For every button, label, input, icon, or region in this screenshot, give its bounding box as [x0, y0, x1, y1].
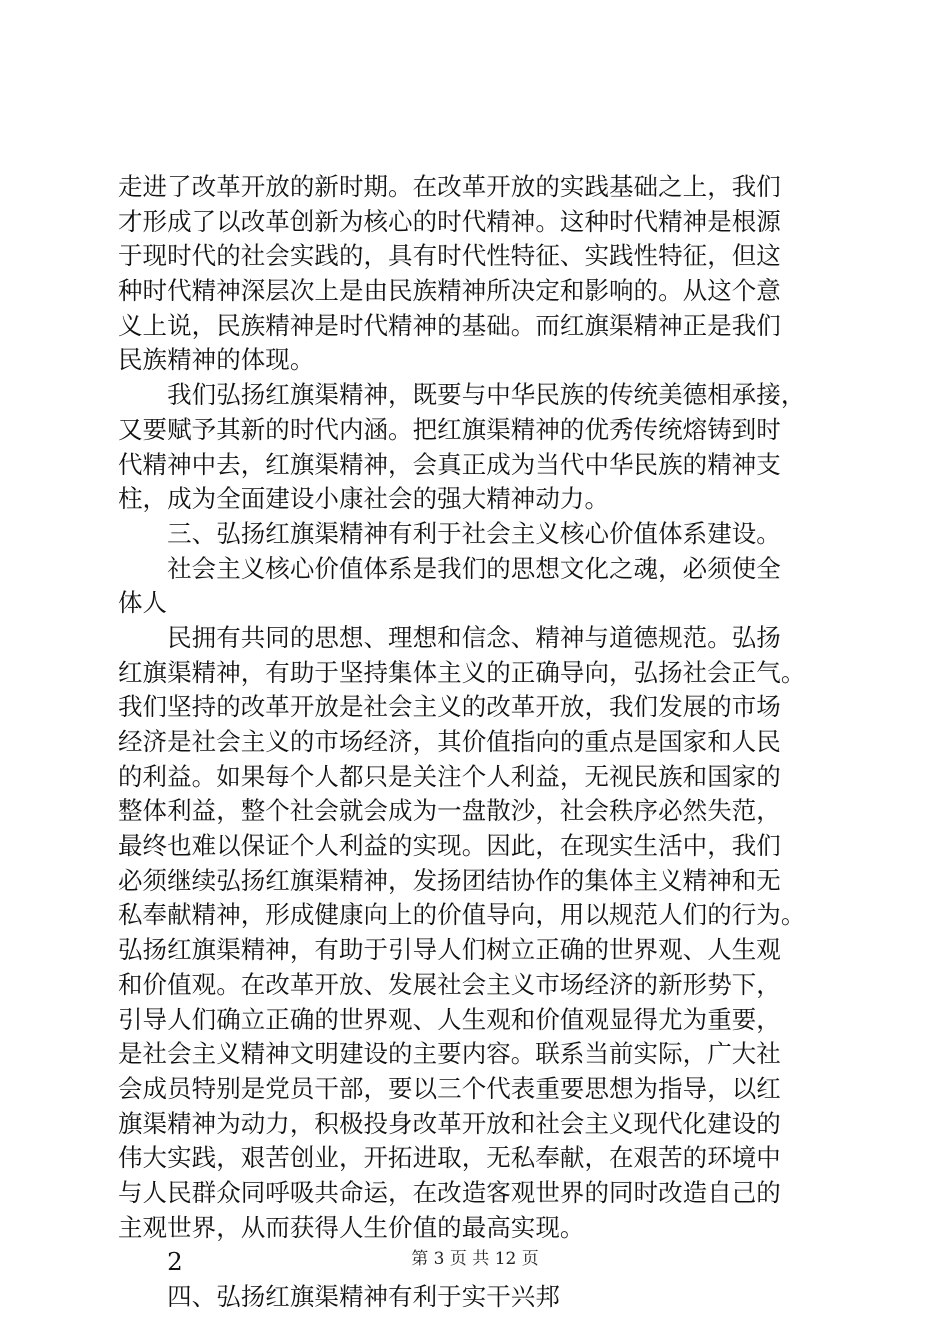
section-heading: 三、弘扬红旗渠精神有利于社会主义核心价值体系建设。	[118, 518, 781, 548]
text-line: 走进了改革开放的新时期。在改革开放的实践基础之上，我们	[118, 172, 781, 201]
text-line: 柱，成为全面建设小康社会的强大精神动力。	[118, 484, 609, 514]
page-footer: 第 3 页 共 12 页	[411, 1249, 539, 1269]
text-line: 旗渠精神为动力，积极投身改革开放和社会主义现代化建设的	[118, 1108, 781, 1138]
text-line: 种时代精神深层次上是由民族精神所决定和影响的。从这个意	[118, 276, 781, 306]
text-line: 民拥有共同的思想、理想和信念、精神与道德规范。弘扬	[118, 622, 781, 652]
text-line: 我们坚持的改革开放是社会主义的改革开放，我们发展的市场	[118, 692, 781, 722]
text-line: 红旗渠精神，有助于坚持集体主义的正确导向，弘扬社会正气。	[118, 657, 806, 687]
text-line: 民族精神的体现。	[118, 345, 315, 375]
text-line: 经济是社会主义的市场经济，其价值指向的重点是国家和人民	[118, 727, 781, 756]
text-line: 才形成了以改革创新为核心的时代精神。这种时代精神是根源	[118, 206, 781, 236]
text-line: 体人	[118, 588, 168, 618]
text-line: 的利益。如果每个人都只是关注个人利益，无视民族和国家的	[118, 761, 781, 791]
text-line: 代精神中去，红旗渠精神，会真正成为当代中华民族的精神支	[118, 449, 781, 479]
inline-page-number: 2	[118, 1247, 183, 1277]
text-line: 与人民群众同呼吸共命运，在改造客观世界的同时改造自己的	[118, 1177, 781, 1207]
text-line: 私奉献精神，形成健康向上的价值导向，用以规范人们的行为。	[118, 900, 806, 930]
text-line: 社会主义核心价值体系是我们的思想文化之魂，必须使全	[118, 553, 781, 583]
text-line: 义上说，民族精神是时代精神的基础。而红旗渠精神正是我们	[118, 310, 781, 340]
text-line: 引导人们确立正确的世界观、人生观和价值观显得尤为重要，	[118, 1004, 781, 1034]
text-line: 必须继续弘扬红旗渠精神，发扬团结协作的集体主义精神和无	[118, 865, 781, 895]
section-heading: 四、弘扬红旗渠精神有利于实干兴邦	[118, 1282, 560, 1311]
text-line: 于现时代的社会实践的，具有时代性特征、实践性特征，但这	[118, 241, 781, 271]
text-line: 和价值观。在改革开放、发展社会主义市场经济的新形势下，	[118, 969, 781, 999]
text-line: 最终也难以保证个人利益的实现。因此，在现实生活中，我们	[118, 831, 781, 861]
text-line: 是社会主义精神文明建设的主要内容。联系当前实际，广大社	[118, 1039, 781, 1069]
text-line: 又要赋予其新的时代内涵。把红旗渠精神的优秀传统熔铸到时	[118, 414, 781, 444]
text-line: 会成员特别是党员干部，要以三个代表重要思想为指导，以红	[118, 1073, 781, 1103]
text-line: 主观世界，从而获得人生价值的最高实现。	[118, 1212, 585, 1242]
text-line: 我们弘扬红旗渠精神，既要与中华民族的传统美德相承接，	[118, 380, 806, 410]
text-line: 伟大实践，艰苦创业，开拓进取，无私奉献，在艰苦的环境中	[118, 1143, 781, 1173]
text-line: 弘扬红旗渠精神，有助于引导人们树立正确的世界观、人生观	[118, 935, 781, 965]
body-text	[118, 170, 830, 1315]
text-line: 整体利益，整个社会就会成为一盘散沙，社会秩序必然失范，	[118, 796, 781, 826]
